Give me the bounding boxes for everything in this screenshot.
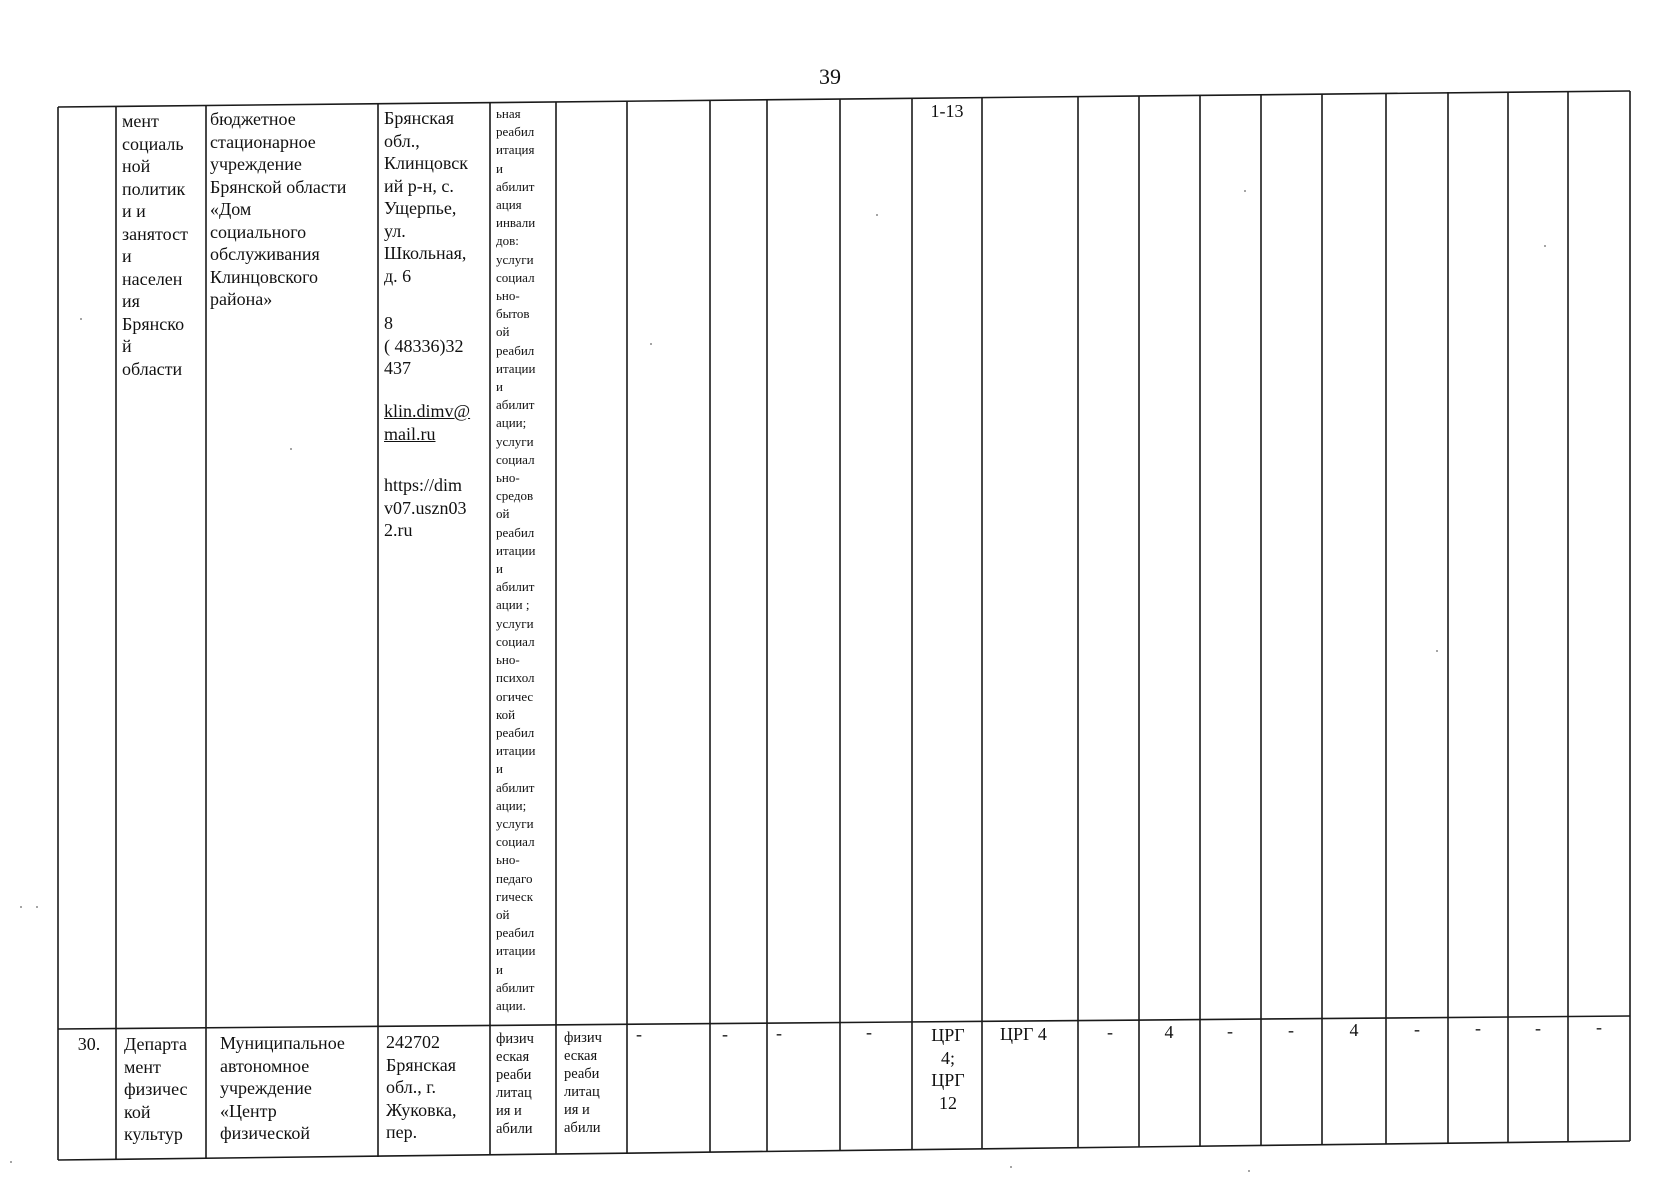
scan-speck xyxy=(20,906,22,908)
cell-c3-30: - xyxy=(776,1023,782,1043)
scan-speck xyxy=(876,214,878,216)
cell-services-30b: физич еская реаби литац ия и абили xyxy=(564,1030,602,1136)
scan-speck xyxy=(80,318,82,320)
cell-services-30a: физич еская реаби литац ия и абили xyxy=(496,1031,534,1137)
page-number: 39 xyxy=(819,64,841,89)
cell-organization-top: бюджетное стационарное учреждение Брянской области «Дом социального обслуживания Клинцовского района» xyxy=(210,109,347,309)
cell-d7-30: - xyxy=(1475,1018,1481,1038)
cell-ministry-top: мент социаль ной политик и и занятост и населен ия Брянско й области xyxy=(122,111,188,379)
cell-ministry-30: Департа мент физичес кой культур xyxy=(124,1034,188,1144)
cell-d8-30: - xyxy=(1535,1018,1541,1038)
scan-speck xyxy=(290,448,292,450)
cell-phone-top: 8 ( 48336)32 437 xyxy=(384,313,464,378)
scan-speck xyxy=(1248,1170,1250,1172)
scan-speck xyxy=(1544,245,1546,247)
cell-d6-30: - xyxy=(1414,1019,1420,1039)
cell-c2-30: - xyxy=(722,1024,728,1044)
cell-organization-30: Муниципальное автономное учреждение «Центр физической xyxy=(220,1033,345,1143)
scan-speck xyxy=(1010,1166,1012,1168)
scan-speck xyxy=(1244,190,1246,192)
cell-c4-30: - xyxy=(866,1022,872,1042)
cell-ages-top: 1-13 xyxy=(930,101,964,121)
cell-d3-30: - xyxy=(1227,1021,1233,1041)
cell-d2-30: 4 xyxy=(1164,1022,1174,1042)
cell-website-top[interactable]: https://dim v07.uszn03 2.ru xyxy=(384,475,467,540)
scan-speck xyxy=(10,1161,12,1163)
cell-d4-30: - xyxy=(1288,1020,1294,1040)
cell-address-30: 242702 Брянская обл., г. Жуковка, пер. xyxy=(386,1032,457,1142)
cell-crg-30a: ЦРГ 4; ЦРГ 12 xyxy=(931,1025,965,1113)
cell-d5-30: 4 xyxy=(1349,1020,1359,1040)
scan-speck xyxy=(1436,650,1438,652)
cell-address-top: Брянская обл., Клинцовск ий р-н, с. Ущерпье, ул. Школьная, д. 6 xyxy=(384,108,469,286)
cell-d9-30: - xyxy=(1596,1017,1602,1037)
cell-crg-30b: ЦРГ 4 xyxy=(1000,1024,1047,1044)
cell-email-top[interactable]: klin.dimv@ mail.ru xyxy=(384,401,471,444)
scan-speck xyxy=(36,906,38,908)
cell-d1-30: - xyxy=(1107,1022,1113,1042)
cell-services-top: ьная реабил итация и абилит ация инвали дов: услуги социал ьно- бытов ой реабил итации и абилит ации; услуги социал ьно- средов ой реабил итации и абилит ации ; услуги социал ьно- психол огичес кой реабил итации и абилит ации; услуги социал ьно- педаго гическ ой реабил итации и абилит ации. xyxy=(496,106,536,1013)
row-number-30: 30. xyxy=(77,1034,101,1054)
cell-c1-30: - xyxy=(636,1024,642,1044)
scan-speck xyxy=(650,343,652,345)
